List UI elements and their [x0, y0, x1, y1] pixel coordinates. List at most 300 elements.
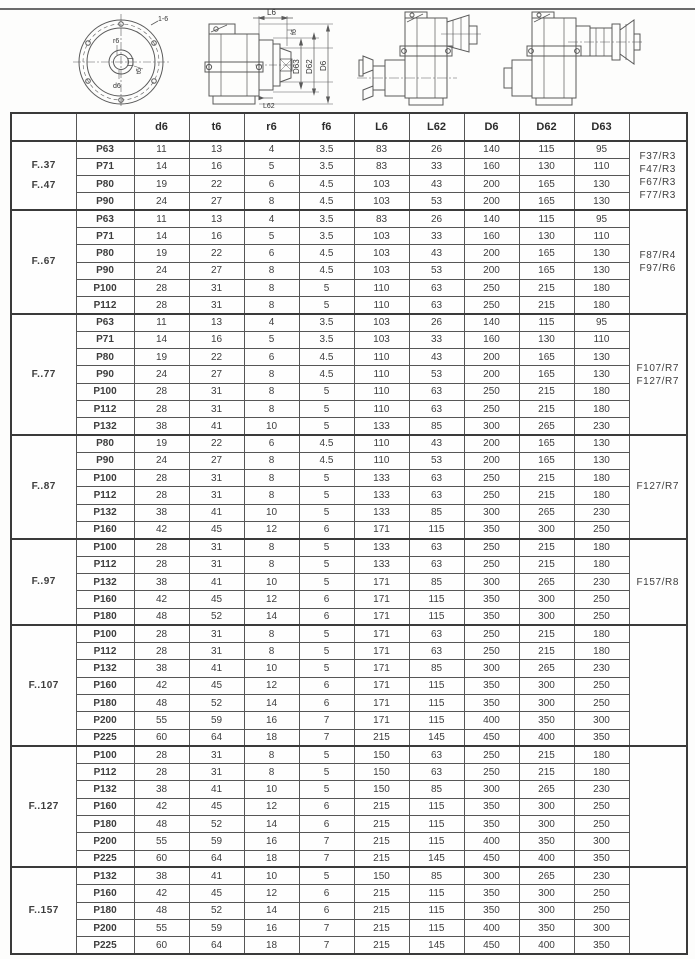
dimension-value-cell: 31 — [189, 764, 244, 781]
dimension-value-cell: 64 — [189, 729, 244, 746]
dimension-value-cell: 42 — [134, 522, 189, 539]
dimension-value-cell: 140 — [464, 210, 519, 227]
dimension-value-cell: 7 — [299, 729, 354, 746]
motor-size-cell: P80 — [76, 435, 134, 452]
dimension-value-cell: 14 — [244, 902, 299, 919]
dimension-value-cell: 5 — [299, 470, 354, 487]
table-row — [11, 746, 687, 763]
dimension-value-cell: 200 — [464, 435, 519, 452]
motor-size-cell: P112 — [76, 400, 134, 417]
dimension-value-cell: 250 — [574, 798, 629, 815]
dim-L62-label: L62 — [263, 103, 275, 110]
dimension-value-cell: 5 — [299, 279, 354, 296]
dimension-value-cell: 14 — [244, 695, 299, 712]
dimension-value-cell: 400 — [519, 937, 574, 954]
dimension-value-cell: 350 — [574, 729, 629, 746]
dimension-value-cell: 6 — [299, 885, 354, 902]
dimension-value-cell: 12 — [244, 885, 299, 902]
table-row — [11, 262, 687, 279]
dimension-value-cell: 165 — [519, 193, 574, 210]
motor-size-cell: P225 — [76, 850, 134, 867]
dimension-value-cell: 5 — [299, 504, 354, 521]
dimension-value-cell: 103 — [354, 245, 409, 262]
table-row — [11, 573, 687, 590]
dimension-value-cell: 103 — [354, 262, 409, 279]
dimension-value-cell: 19 — [134, 245, 189, 262]
motor-size-cell: P80 — [76, 349, 134, 366]
dimension-value-cell: 250 — [574, 695, 629, 712]
dimension-table-section — [10, 112, 688, 955]
dimension-value-cell: 4.5 — [299, 435, 354, 452]
dimension-value-cell: 110 — [354, 366, 409, 383]
motor-size-cell: P160 — [76, 522, 134, 539]
dimension-value-cell: 8 — [244, 470, 299, 487]
dimension-value-cell: 28 — [134, 764, 189, 781]
flange-t6-label: t6 — [136, 68, 143, 74]
dimension-value-cell: 350 — [464, 591, 519, 608]
dimension-value-cell: 300 — [464, 418, 519, 435]
dimension-value-cell: 350 — [574, 850, 629, 867]
motor-size-cell: P71 — [76, 227, 134, 244]
table-row — [11, 643, 687, 660]
dimension-value-cell: 14 — [244, 816, 299, 833]
dimension-value-cell: 215 — [354, 833, 409, 850]
dimension-value-cell: 215 — [354, 850, 409, 867]
dimension-value-cell: 4 — [244, 210, 299, 227]
table-row — [11, 279, 687, 296]
dimension-value-cell: 300 — [464, 660, 519, 677]
dimension-value-cell: 64 — [189, 937, 244, 954]
dimension-value-cell: 103 — [354, 193, 409, 210]
dimension-value-cell: 300 — [519, 591, 574, 608]
flange-r6-label: r6 — [113, 38, 120, 45]
dimension-value-cell: 85 — [409, 573, 464, 590]
column-header-D62: D62 — [519, 113, 574, 141]
dimension-value-cell: 6 — [299, 798, 354, 815]
dimension-value-cell: 28 — [134, 539, 189, 556]
dimension-value-cell: 60 — [134, 937, 189, 954]
dimension-value-cell: 31 — [189, 279, 244, 296]
dimensions-table — [10, 112, 688, 955]
motor-size-cell: P160 — [76, 798, 134, 815]
dimension-value-cell: 41 — [189, 418, 244, 435]
dimension-value-cell: 6 — [299, 608, 354, 625]
dimension-value-cell: 110 — [574, 158, 629, 175]
dimension-value-cell: 140 — [464, 141, 519, 158]
table-row — [11, 539, 687, 556]
dimension-value-cell: 45 — [189, 677, 244, 694]
dimension-value-cell: 110 — [354, 383, 409, 400]
dimension-value-cell: 215 — [519, 383, 574, 400]
dimension-value-cell: 133 — [354, 504, 409, 521]
dimension-value-cell: 59 — [189, 712, 244, 729]
dimension-value-cell: 16 — [244, 712, 299, 729]
gearmotor-side-view-drawing — [492, 10, 652, 110]
motor-size-cell: P225 — [76, 729, 134, 746]
table-row — [11, 210, 687, 227]
dimension-value-cell: 160 — [464, 227, 519, 244]
dimension-value-cell: 180 — [574, 746, 629, 763]
dimension-value-cell: 115 — [409, 919, 464, 936]
dim-L6-label: L6 — [267, 8, 276, 17]
dimension-value-cell: 7 — [299, 712, 354, 729]
dimension-value-cell: 11 — [134, 141, 189, 158]
dimension-value-cell: 55 — [134, 833, 189, 850]
dimension-value-cell: 52 — [189, 902, 244, 919]
dimension-value-cell: 145 — [409, 937, 464, 954]
dimension-value-cell: 28 — [134, 625, 189, 642]
dimension-value-cell: 5 — [299, 746, 354, 763]
dimension-value-cell: 7 — [299, 919, 354, 936]
dimension-value-cell: 26 — [409, 210, 464, 227]
dimension-value-cell: 265 — [519, 418, 574, 435]
dimension-value-cell: 130 — [574, 193, 629, 210]
dimension-value-cell: 43 — [409, 176, 464, 193]
dimension-value-cell: 250 — [574, 816, 629, 833]
dimension-value-cell: 300 — [519, 902, 574, 919]
dimension-value-cell: 110 — [354, 435, 409, 452]
dimension-value-cell: 150 — [354, 746, 409, 763]
dimension-value-cell: 103 — [354, 176, 409, 193]
dimension-value-cell: 300 — [519, 885, 574, 902]
dimension-value-cell: 215 — [354, 919, 409, 936]
dimension-value-cell: 63 — [409, 539, 464, 556]
dimension-value-cell: 165 — [519, 176, 574, 193]
dimension-value-cell: 165 — [519, 262, 574, 279]
dimension-value-cell: 18 — [244, 729, 299, 746]
dimension-value-cell: 250 — [464, 400, 519, 417]
dimension-value-cell: 115 — [409, 902, 464, 919]
dimension-value-cell: 7 — [299, 833, 354, 850]
motor-size-cell: P200 — [76, 833, 134, 850]
dimension-value-cell: 14 — [134, 331, 189, 348]
dimension-value-cell: 26 — [409, 314, 464, 331]
dimension-value-cell: 180 — [574, 643, 629, 660]
dimension-value-cell: 45 — [189, 885, 244, 902]
motor-size-cell: P132 — [76, 418, 134, 435]
combination-note-cell — [629, 141, 687, 210]
dimension-value-cell: 250 — [464, 625, 519, 642]
motor-size-cell: P200 — [76, 712, 134, 729]
motor-size-cell: P180 — [76, 816, 134, 833]
dimension-value-cell: 85 — [409, 660, 464, 677]
dimension-value-cell: 48 — [134, 816, 189, 833]
dimension-value-cell: 215 — [519, 556, 574, 573]
dimension-value-cell: 16 — [244, 833, 299, 850]
dimension-value-cell: 6 — [244, 245, 299, 262]
dimension-value-cell: 130 — [574, 349, 629, 366]
dimension-value-cell: 350 — [464, 608, 519, 625]
dimension-value-cell: 8 — [244, 487, 299, 504]
dimension-value-cell: 300 — [519, 677, 574, 694]
combination-note-line: F127/R7 — [636, 375, 680, 387]
dimension-value-cell: 265 — [519, 781, 574, 798]
dimension-value-cell: 5 — [299, 556, 354, 573]
dimension-value-cell: 55 — [134, 712, 189, 729]
motor-size-cell: P112 — [76, 556, 134, 573]
dimension-value-cell: 165 — [519, 435, 574, 452]
dimension-value-cell: 115 — [409, 712, 464, 729]
combination-note-line: F47/R3 — [639, 163, 676, 175]
dimension-value-cell: 8 — [244, 279, 299, 296]
dimension-value-cell: 12 — [244, 677, 299, 694]
dimension-value-cell: 53 — [409, 366, 464, 383]
dimension-value-cell: 6 — [299, 677, 354, 694]
dimension-value-cell: 115 — [409, 695, 464, 712]
dimension-value-cell: 63 — [409, 764, 464, 781]
gearbox-side-view-drawing — [357, 10, 502, 110]
dimension-value-cell: 22 — [189, 435, 244, 452]
dimension-value-cell: 115 — [409, 833, 464, 850]
dimension-value-cell: 8 — [244, 262, 299, 279]
table-row — [11, 677, 687, 694]
dimension-value-cell: 171 — [354, 608, 409, 625]
dimension-value-cell: 31 — [189, 470, 244, 487]
table-row — [11, 522, 687, 539]
dimension-value-cell: 42 — [134, 591, 189, 608]
dimension-value-cell: 31 — [189, 400, 244, 417]
dimension-value-cell: 215 — [354, 816, 409, 833]
dimension-value-cell: 28 — [134, 470, 189, 487]
dimension-value-cell: 4.5 — [299, 176, 354, 193]
dimension-value-cell: 171 — [354, 573, 409, 590]
table-row — [11, 885, 687, 902]
dimension-value-cell: 230 — [574, 867, 629, 884]
table-row — [11, 867, 687, 884]
dimension-value-cell: 7 — [299, 937, 354, 954]
table-row — [11, 695, 687, 712]
dimension-value-cell: 300 — [519, 695, 574, 712]
dimension-value-cell: 53 — [409, 193, 464, 210]
dimension-value-cell: 350 — [519, 919, 574, 936]
motor-size-cell: P90 — [76, 262, 134, 279]
dimension-value-cell: 171 — [354, 712, 409, 729]
dimension-value-cell: 103 — [354, 331, 409, 348]
combination-note-line: F67/R3 — [639, 176, 676, 188]
dimension-value-cell: 42 — [134, 798, 189, 815]
dimension-value-cell: 400 — [464, 919, 519, 936]
dimension-value-cell: 250 — [574, 608, 629, 625]
dimension-value-cell: 103 — [354, 314, 409, 331]
dimension-value-cell: 63 — [409, 487, 464, 504]
combination-note-line: F127/R7 — [636, 481, 680, 493]
dimension-value-cell: 150 — [354, 764, 409, 781]
table-row — [11, 349, 687, 366]
dimension-value-cell: 24 — [134, 366, 189, 383]
dimension-value-cell: 16 — [244, 919, 299, 936]
motor-size-cell: P132 — [76, 573, 134, 590]
combination-note-line: F157/R8 — [636, 576, 680, 588]
motor-size-cell: P132 — [76, 504, 134, 521]
dimension-value-cell: 48 — [134, 695, 189, 712]
motor-size-cell: P112 — [76, 764, 134, 781]
table-row — [11, 902, 687, 919]
dimension-value-cell: 171 — [354, 660, 409, 677]
dimension-value-cell: 5 — [299, 487, 354, 504]
dimension-value-cell: 16 — [189, 331, 244, 348]
combination-note-line: F37/R3 — [639, 150, 676, 162]
dimension-value-cell: 38 — [134, 418, 189, 435]
dimension-value-cell: 103 — [354, 227, 409, 244]
dimension-value-cell: 13 — [189, 141, 244, 158]
dimension-value-cell: 5 — [299, 643, 354, 660]
dimension-value-cell: 63 — [409, 297, 464, 314]
table-row — [11, 625, 687, 642]
dimension-value-cell: 215 — [519, 470, 574, 487]
dimension-value-cell: 85 — [409, 781, 464, 798]
table-row — [11, 158, 687, 175]
dimension-value-cell: 6 — [244, 349, 299, 366]
dimension-value-cell: 130 — [519, 227, 574, 244]
table-row — [11, 487, 687, 504]
dimension-value-cell: 53 — [409, 262, 464, 279]
dimension-value-cell: 300 — [519, 816, 574, 833]
motor-size-cell: P100 — [76, 625, 134, 642]
dimension-value-cell: 28 — [134, 400, 189, 417]
dimension-value-cell: 215 — [519, 487, 574, 504]
dimension-value-cell: 19 — [134, 349, 189, 366]
combination-note-line: F87/R4 — [639, 250, 676, 262]
dimension-value-cell: 3.5 — [299, 331, 354, 348]
dimension-value-cell: 180 — [574, 279, 629, 296]
dimension-value-cell: 250 — [574, 677, 629, 694]
dimension-value-cell: 200 — [464, 452, 519, 469]
table-row — [11, 937, 687, 954]
dimension-value-cell: 215 — [519, 746, 574, 763]
dimension-value-cell: 300 — [574, 712, 629, 729]
dimension-value-cell: 19 — [134, 435, 189, 452]
table-row — [11, 193, 687, 210]
dimension-value-cell: 130 — [519, 331, 574, 348]
dimension-value-cell: 350 — [464, 885, 519, 902]
table-row — [11, 418, 687, 435]
dimension-value-cell: 28 — [134, 556, 189, 573]
dimension-value-cell: 8 — [244, 556, 299, 573]
dimension-value-cell: 83 — [354, 210, 409, 227]
dimension-value-cell: 115 — [519, 141, 574, 158]
dimension-value-cell: 230 — [574, 660, 629, 677]
table-header-row — [11, 113, 687, 141]
dimension-value-cell: 41 — [189, 781, 244, 798]
dimension-value-cell: 300 — [464, 867, 519, 884]
dimension-value-cell: 300 — [464, 573, 519, 590]
dimension-value-cell: 5 — [299, 867, 354, 884]
dimension-value-cell: 60 — [134, 729, 189, 746]
motor-size-cell: P180 — [76, 902, 134, 919]
dimension-value-cell: 200 — [464, 262, 519, 279]
motor-size-cell: P160 — [76, 591, 134, 608]
group-label: F..67 — [11, 210, 76, 314]
dimension-value-cell: 450 — [464, 937, 519, 954]
dimension-value-cell: 64 — [189, 850, 244, 867]
dimension-value-cell: 130 — [574, 435, 629, 452]
dimension-value-cell: 3.5 — [299, 314, 354, 331]
dimension-value-cell: 265 — [519, 660, 574, 677]
dimension-value-cell: 6 — [299, 816, 354, 833]
motor-size-cell: P132 — [76, 867, 134, 884]
motor-size-cell: P90 — [76, 452, 134, 469]
dimension-value-cell: 28 — [134, 487, 189, 504]
dimension-value-cell: 140 — [464, 314, 519, 331]
table-row — [11, 331, 687, 348]
dimension-value-cell: 215 — [354, 937, 409, 954]
dimension-value-cell: 171 — [354, 591, 409, 608]
dimension-value-cell: 27 — [189, 262, 244, 279]
motor-size-cell: P225 — [76, 937, 134, 954]
dimension-value-cell: 450 — [464, 850, 519, 867]
dimension-value-cell: 171 — [354, 643, 409, 660]
dimension-value-cell: 400 — [464, 833, 519, 850]
column-header-t6: t6 — [189, 113, 244, 141]
dimension-value-cell: 10 — [244, 781, 299, 798]
dim-f6-label: f6 — [291, 29, 298, 35]
dimension-value-cell: 5 — [299, 573, 354, 590]
motor-size-cell: P90 — [76, 366, 134, 383]
dimension-value-cell: 31 — [189, 746, 244, 763]
dimension-value-cell: 33 — [409, 227, 464, 244]
dimension-value-cell: 28 — [134, 746, 189, 763]
dimension-value-cell: 63 — [409, 383, 464, 400]
combination-note-cell — [629, 210, 687, 314]
dimension-value-cell: 22 — [189, 245, 244, 262]
dimension-value-cell: 52 — [189, 695, 244, 712]
group-label: F..37 F..47 — [11, 141, 76, 210]
dimension-value-cell: 53 — [409, 452, 464, 469]
dimension-value-cell: 14 — [134, 158, 189, 175]
dimension-value-cell: 13 — [189, 210, 244, 227]
dimension-value-cell: 6 — [299, 902, 354, 919]
table-row — [11, 850, 687, 867]
dimension-value-cell: 110 — [354, 452, 409, 469]
dimension-value-cell: 45 — [189, 798, 244, 815]
dimension-value-cell: 3.5 — [299, 158, 354, 175]
table-row — [11, 227, 687, 244]
dimension-value-cell: 24 — [134, 193, 189, 210]
table-row — [11, 297, 687, 314]
table-row — [11, 729, 687, 746]
dimension-value-cell: 41 — [189, 660, 244, 677]
dimension-value-cell: 31 — [189, 297, 244, 314]
dimension-value-cell: 63 — [409, 643, 464, 660]
dimension-value-cell: 14 — [244, 608, 299, 625]
dimension-value-cell: 27 — [189, 366, 244, 383]
dimension-value-cell: 180 — [574, 764, 629, 781]
dimension-value-cell: 85 — [409, 504, 464, 521]
column-header-L62: L62 — [409, 113, 464, 141]
dimension-value-cell: 48 — [134, 902, 189, 919]
dimension-value-cell: 18 — [244, 937, 299, 954]
table-row — [11, 435, 687, 452]
motor-size-cell: P180 — [76, 608, 134, 625]
group-label: F..107 — [11, 625, 76, 746]
dimension-value-cell: 8 — [244, 297, 299, 314]
dimension-value-cell: 350 — [464, 522, 519, 539]
motor-size-cell: P80 — [76, 245, 134, 262]
dimension-value-cell: 38 — [134, 504, 189, 521]
header-blank-group — [11, 113, 76, 141]
dimension-value-cell: 83 — [354, 158, 409, 175]
dimension-value-cell: 41 — [189, 573, 244, 590]
table-row — [11, 176, 687, 193]
dimension-value-cell: 63 — [409, 556, 464, 573]
dimension-value-cell: 11 — [134, 314, 189, 331]
dimension-value-cell: 180 — [574, 400, 629, 417]
flange-section-label: 1-6 — [158, 16, 169, 23]
dimension-value-cell: 133 — [354, 556, 409, 573]
dimension-value-cell: 350 — [464, 902, 519, 919]
table-row — [11, 781, 687, 798]
motor-size-cell: P100 — [76, 539, 134, 556]
